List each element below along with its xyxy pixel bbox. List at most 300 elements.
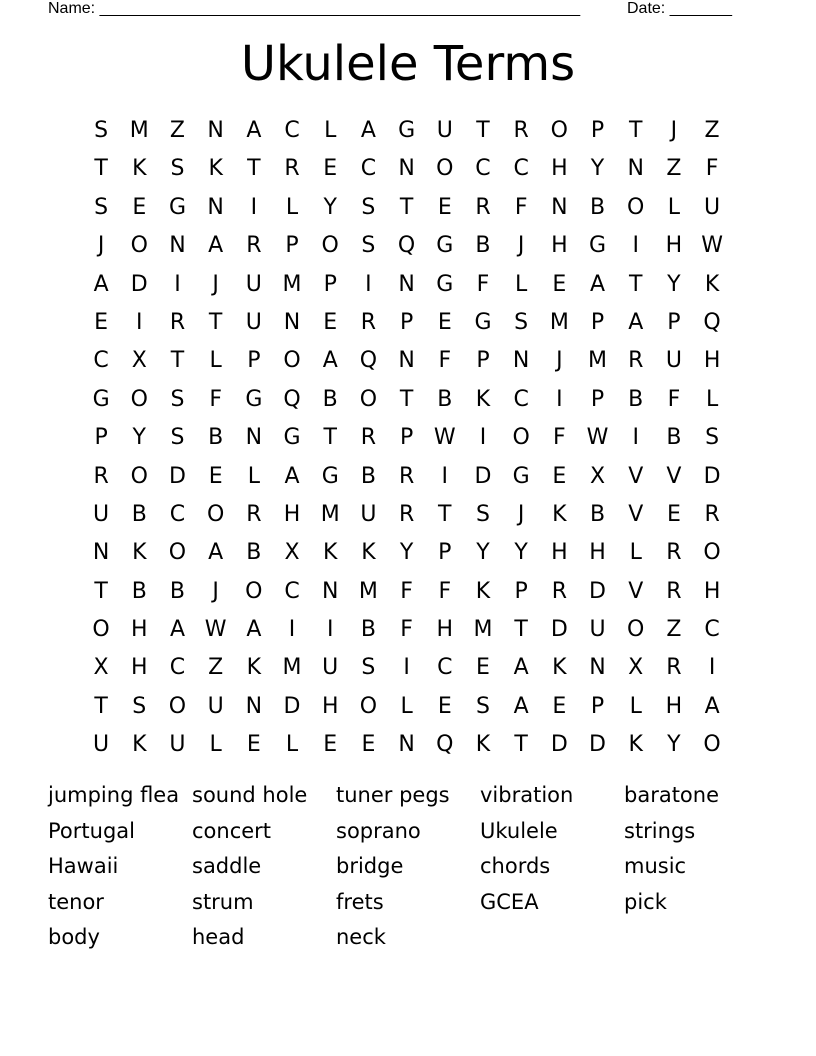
grid-letter: K <box>246 655 262 681</box>
grid-letter: F <box>438 348 452 374</box>
grid-letter: L <box>247 463 260 489</box>
grid-letter: A <box>208 233 224 259</box>
grid-letter: G <box>321 463 339 489</box>
grid-letter: F <box>553 425 566 451</box>
grid-letter: P <box>285 233 299 259</box>
grid-letter: K <box>208 156 223 182</box>
grid-letter: H <box>436 617 454 643</box>
grid-letter: C <box>284 118 300 143</box>
grid-letter: A <box>704 693 720 719</box>
grid-letter: I <box>174 271 181 297</box>
grid-letter: A <box>208 540 224 566</box>
word-bank-item: GCEA <box>480 889 539 914</box>
grid-letter: J <box>670 118 678 143</box>
word-bank-item: bridge <box>336 854 404 878</box>
grid-letter: P <box>94 425 108 451</box>
grid-letter: E <box>94 309 109 335</box>
word-bank-item: vibration <box>480 783 574 807</box>
grid-letter: E <box>552 271 567 297</box>
grid-letter: B <box>322 386 338 412</box>
grid-letter: N <box>207 194 224 220</box>
grid-letter: T <box>628 271 643 297</box>
grid-letter: C <box>93 348 109 374</box>
grid-letter: Q <box>436 732 454 758</box>
grid-letter: J <box>517 501 525 527</box>
grid-letter: N <box>551 194 568 220</box>
grid-letter: U <box>169 732 186 758</box>
grid-letter: D <box>168 463 186 489</box>
grid-letter: L <box>629 540 642 566</box>
grid-letter: Y <box>514 540 528 566</box>
word-bank-item: music <box>624 854 687 878</box>
grid-letter: I <box>441 463 449 489</box>
grid-letter: O <box>92 617 110 643</box>
grid-letter: A <box>284 463 300 489</box>
grid-letter: E <box>361 732 376 758</box>
grid-letter: A <box>322 348 338 374</box>
grid-letter: H <box>321 693 339 719</box>
grid-letter: C <box>513 156 529 182</box>
grid-letter: I <box>365 271 372 297</box>
grid-letter: Z <box>704 118 720 143</box>
grid-letter: Z <box>666 156 682 182</box>
grid-letter: I <box>326 617 334 643</box>
grid-letter: M <box>473 617 493 643</box>
grid-letter: V <box>628 578 644 604</box>
grid-letter: K <box>132 156 147 182</box>
grid-letter: F <box>400 617 413 643</box>
grid-letter: H <box>703 348 721 374</box>
grid-letter: O <box>627 194 645 220</box>
grid-letter: Y <box>323 194 337 220</box>
grid-letter: T <box>94 693 108 719</box>
grid-letter: M <box>549 309 569 335</box>
grid-letter: C <box>437 655 453 681</box>
grid-letter: D <box>589 578 606 604</box>
grid-letter: S <box>475 501 490 527</box>
grid-letter: Y <box>399 540 414 566</box>
grid-letter: N <box>245 693 263 719</box>
grid-letter: E <box>666 501 681 527</box>
grid-letter: H <box>703 578 721 604</box>
grid-letter: E <box>323 156 338 182</box>
grid-letter: H <box>551 233 568 259</box>
grid-letter: S <box>361 655 376 681</box>
grid-letter: R <box>666 540 682 566</box>
grid-letter: M <box>282 655 302 681</box>
grid-letter: P <box>590 386 605 412</box>
grid-letter: O <box>436 156 454 182</box>
grid-letter: R <box>360 425 377 451</box>
grid-letter: K <box>323 540 338 566</box>
grid-letter: O <box>359 386 378 412</box>
grid-letter: M <box>588 348 608 374</box>
grid-letter: E <box>552 463 567 489</box>
grid-letter: I <box>556 386 563 412</box>
grid-letter: R <box>169 309 186 335</box>
word-bank-item: chords <box>480 854 551 878</box>
grid-letter: N <box>169 233 186 259</box>
grid-letter: G <box>589 233 607 259</box>
grid-letter: Y <box>667 732 681 758</box>
grid-letter: V <box>666 463 682 489</box>
grid-letter: Z <box>208 655 224 681</box>
date-field: Date: _______ <box>627 0 732 17</box>
grid-letter: E <box>246 732 261 758</box>
grid-letter: E <box>552 693 567 719</box>
grid-letter: T <box>170 348 185 374</box>
grid-letter: B <box>666 425 682 451</box>
grid-letter: N <box>245 425 263 451</box>
word-search-grid <box>82 112 731 765</box>
grid-letter: E <box>437 194 452 220</box>
grid-letter: H <box>589 540 606 566</box>
grid-letter: D <box>589 732 606 758</box>
word-bank-item: Ukulele <box>480 818 558 843</box>
grid-letter: O <box>550 118 568 143</box>
grid-letter: H <box>551 156 568 182</box>
grid-letter: Y <box>590 156 605 182</box>
grid-letter: O <box>130 233 148 259</box>
grid-letter: I <box>632 233 639 259</box>
grid-letter: R <box>628 348 644 374</box>
word-bank-item: soprano <box>336 818 421 843</box>
grid-letter: S <box>170 425 185 451</box>
grid-letter: P <box>476 348 490 374</box>
grid-letter: R <box>93 463 109 489</box>
grid-letter: V <box>628 463 644 489</box>
grid-letter: F <box>400 578 413 604</box>
grid-letter: D <box>550 732 568 758</box>
grid-letter: T <box>208 309 223 335</box>
grid-letter: N <box>398 156 415 182</box>
grid-letter: T <box>438 501 452 527</box>
grid-letter: L <box>324 118 337 143</box>
grid-letter: B <box>208 425 224 451</box>
grid-letter: T <box>94 156 108 182</box>
grid-letter: Q <box>703 309 721 335</box>
grid-letter: U <box>93 501 110 527</box>
grid-letter: N <box>512 348 530 374</box>
grid-letter: C <box>169 655 186 681</box>
grid-letter: J <box>517 233 525 259</box>
grid-letter: S <box>361 233 376 259</box>
grid-letter: P <box>667 309 681 335</box>
grid-letter: R <box>475 194 491 220</box>
grid-letter: B <box>475 233 491 259</box>
grid-letter: R <box>551 578 567 604</box>
word-bank-item: strings <box>624 818 696 843</box>
grid-letter: G <box>436 271 454 297</box>
grid-letter: L <box>285 732 299 758</box>
grid-letter: R <box>246 233 262 259</box>
grid-letter: M <box>320 501 340 527</box>
word-bank-item: tuner pegs <box>336 783 450 807</box>
grid-letter: A <box>93 271 109 297</box>
grid-letter: Z <box>666 617 682 643</box>
grid-letter: F <box>667 386 681 412</box>
grid-letter: D <box>130 271 148 297</box>
grid-letter: T <box>323 425 337 451</box>
grid-letter: L <box>705 386 719 412</box>
word-bank-item: strum <box>192 889 254 914</box>
grid-letter: U <box>665 348 682 374</box>
grid-letter: K <box>132 540 147 566</box>
grid-letter: C <box>475 156 491 182</box>
grid-letter: I <box>288 617 296 643</box>
word-bank-item: head <box>192 925 245 949</box>
grid-letter: S <box>132 693 147 719</box>
grid-letter: F <box>476 271 490 297</box>
grid-letter: S <box>361 194 376 220</box>
grid-letter: S <box>94 194 109 220</box>
grid-letter: I <box>403 655 410 681</box>
grid-letter: C <box>169 501 186 527</box>
grid-letter: T <box>514 617 528 643</box>
grid-letter: G <box>245 386 263 412</box>
grid-letter: S <box>705 425 720 451</box>
grid-letter: R <box>666 578 682 604</box>
grid-letter: O <box>512 425 530 451</box>
grid-letter: B <box>628 386 644 412</box>
grid-letter: H <box>131 617 148 643</box>
grid-letter: U <box>589 617 606 643</box>
grid-letter: K <box>475 732 491 758</box>
grid-letter: D <box>474 463 492 489</box>
grid-letter: P <box>247 348 261 374</box>
grid-letter: C <box>360 156 377 182</box>
grid-letter: W <box>701 233 723 259</box>
grid-letter: Y <box>667 271 681 297</box>
grid-letter: S <box>170 386 185 412</box>
grid-letter: J <box>212 271 219 297</box>
grid-letter: W <box>204 617 227 643</box>
grid-letter: Q <box>397 233 416 259</box>
grid-letter: W <box>433 425 456 451</box>
grid-letter: M <box>282 271 302 297</box>
grid-letter: L <box>400 693 413 719</box>
grid-letter: H <box>551 540 568 566</box>
grid-letter: J <box>212 578 219 604</box>
grid-letter: U <box>360 501 377 527</box>
grid-letter: O <box>168 693 187 719</box>
grid-letter: H <box>283 501 301 527</box>
grid-letter: D <box>703 463 721 489</box>
grid-letter: H <box>131 655 148 681</box>
grid-letter: L <box>209 348 222 374</box>
grid-letter: N <box>398 732 415 758</box>
grid-letter: I <box>708 655 716 681</box>
name-field: Name: ______________________________________________________ <box>48 0 581 17</box>
word-bank-item: body <box>48 925 100 949</box>
grid-letter: G <box>436 233 454 259</box>
grid-letter: G <box>92 386 110 412</box>
word-bank-item: sound hole <box>192 783 308 807</box>
grid-letter: O <box>703 732 721 758</box>
grid-letter: E <box>437 693 452 719</box>
grid-letter: N <box>321 578 339 604</box>
grid-letter: O <box>627 617 645 643</box>
grid-letter: P <box>590 118 605 143</box>
grid-letter: B <box>169 578 186 604</box>
grid-letter: X <box>131 348 147 374</box>
grid-letter: P <box>514 578 528 604</box>
grid-letter: L <box>629 693 642 719</box>
word-bank-item: Hawaii <box>48 854 119 878</box>
grid-letter: H <box>665 693 683 719</box>
page-title: Ukulele Terms <box>240 36 576 92</box>
grid-letter: N <box>398 348 415 374</box>
grid-letter: L <box>667 194 681 220</box>
grid-letter: X <box>628 655 644 681</box>
grid-letter: B <box>131 578 147 604</box>
grid-letter: P <box>438 540 452 566</box>
grid-letter: F <box>514 194 528 220</box>
grid-letter: A <box>628 309 644 335</box>
word-bank-item: frets <box>336 889 384 914</box>
grid-letter: F <box>438 578 452 604</box>
grid-letter: K <box>475 578 491 604</box>
grid-letter: U <box>245 271 262 297</box>
grid-letter: Y <box>476 540 490 566</box>
grid-letter: J <box>97 233 105 259</box>
grid-letter: G <box>474 309 492 335</box>
grid-letter: O <box>283 348 301 374</box>
grid-letter: E <box>208 463 223 489</box>
grid-letter: N <box>627 156 644 182</box>
grid-letter: O <box>703 540 721 566</box>
grid-letter: L <box>285 194 299 220</box>
grid-letter: B <box>589 194 606 220</box>
grid-letter: F <box>705 156 719 182</box>
grid-letter: I <box>136 309 143 335</box>
grid-letter: J <box>556 348 563 374</box>
grid-letter: P <box>399 309 414 335</box>
grid-letter: C <box>513 386 529 412</box>
grid-letter: I <box>250 194 258 220</box>
word-bank-item: tenor <box>48 889 104 914</box>
word-bank-item: neck <box>336 925 386 949</box>
grid-letter: R <box>398 501 415 527</box>
grid-letter: B <box>360 617 376 643</box>
grid-letter: R <box>704 501 720 527</box>
grid-letter: S <box>94 118 109 143</box>
grid-letter: W <box>586 425 609 451</box>
word-bank-item: concert <box>192 818 272 843</box>
grid-letter: K <box>132 732 147 758</box>
grid-letter: G <box>168 194 186 220</box>
grid-letter: Q <box>359 348 378 374</box>
grid-letter: T <box>476 118 490 143</box>
grid-letter: U <box>93 732 110 758</box>
grid-letter: T <box>628 118 643 143</box>
grid-letter: N <box>589 655 606 681</box>
grid-letter: G <box>283 425 301 451</box>
grid-letter: O <box>206 501 225 527</box>
grid-letter: S <box>475 693 490 719</box>
word-bank-item: jumping flea <box>48 783 180 807</box>
grid-letter: S <box>514 309 529 335</box>
grid-letter: K <box>361 540 376 566</box>
grid-letter: U <box>207 693 224 719</box>
word-bank-item: pick <box>624 889 667 914</box>
grid-letter: U <box>322 655 339 681</box>
grid-letter: A <box>169 617 185 643</box>
grid-letter: A <box>360 118 376 143</box>
grid-letter: D <box>283 693 301 719</box>
grid-letter: A <box>590 271 606 297</box>
grid-letter: N <box>283 309 301 335</box>
grid-letter: R <box>284 156 300 182</box>
grid-letter: T <box>399 194 414 220</box>
grid-letter: O <box>321 233 339 259</box>
word-bank-item: baratone <box>624 783 720 807</box>
grid-letter: N <box>398 271 415 297</box>
grid-letter: O <box>130 386 148 412</box>
grid-letter: G <box>398 118 416 143</box>
grid-letter: L <box>209 732 222 758</box>
grid-letter: N <box>92 540 110 566</box>
grid-letter: R <box>246 501 262 527</box>
grid-letter: U <box>704 194 721 220</box>
grid-letter: C <box>704 617 720 643</box>
grid-letter: Y <box>132 425 146 451</box>
grid-letter: P <box>323 271 337 297</box>
grid-letter: T <box>514 732 528 758</box>
grid-letter: R <box>666 655 682 681</box>
grid-letter: M <box>358 578 378 604</box>
grid-letter: O <box>359 693 378 719</box>
grid-letter: S <box>170 156 185 182</box>
grid-letter: E <box>323 732 338 758</box>
grid-letter: T <box>94 578 108 604</box>
grid-letter: N <box>207 118 224 143</box>
grid-letter: V <box>628 501 644 527</box>
grid-letter: U <box>436 118 453 143</box>
grid-letter: G <box>512 463 530 489</box>
grid-letter: E <box>323 309 338 335</box>
grid-letter: K <box>475 386 491 412</box>
grid-letter: R <box>360 309 377 335</box>
grid-letter: O <box>130 463 148 489</box>
grid-letter: R <box>398 463 415 489</box>
grid-letter: K <box>552 501 567 527</box>
word-bank <box>48 778 768 956</box>
grid-letter: K <box>628 732 643 758</box>
grid-letter: A <box>246 118 262 143</box>
grid-letter: E <box>476 655 490 681</box>
grid-letter: Z <box>169 118 185 143</box>
grid-letter: L <box>515 271 528 297</box>
grid-letter: E <box>132 194 147 220</box>
grid-letter: O <box>245 578 263 604</box>
grid-letter: P <box>590 693 605 719</box>
grid-letter: B <box>437 386 453 412</box>
worksheet-header <box>48 0 748 18</box>
grid-letter: D <box>550 617 568 643</box>
grid-letter: T <box>247 156 261 182</box>
grid-letter: B <box>131 501 147 527</box>
grid-letter: O <box>168 540 187 566</box>
grid-letter: I <box>632 425 639 451</box>
grid-letter: X <box>93 655 109 681</box>
grid-letter: B <box>360 463 376 489</box>
grid-letter: A <box>246 617 262 643</box>
grid-letter: C <box>284 578 300 604</box>
grid-letter: P <box>590 309 605 335</box>
grid-letter: M <box>129 118 149 143</box>
grid-letter: H <box>665 233 683 259</box>
